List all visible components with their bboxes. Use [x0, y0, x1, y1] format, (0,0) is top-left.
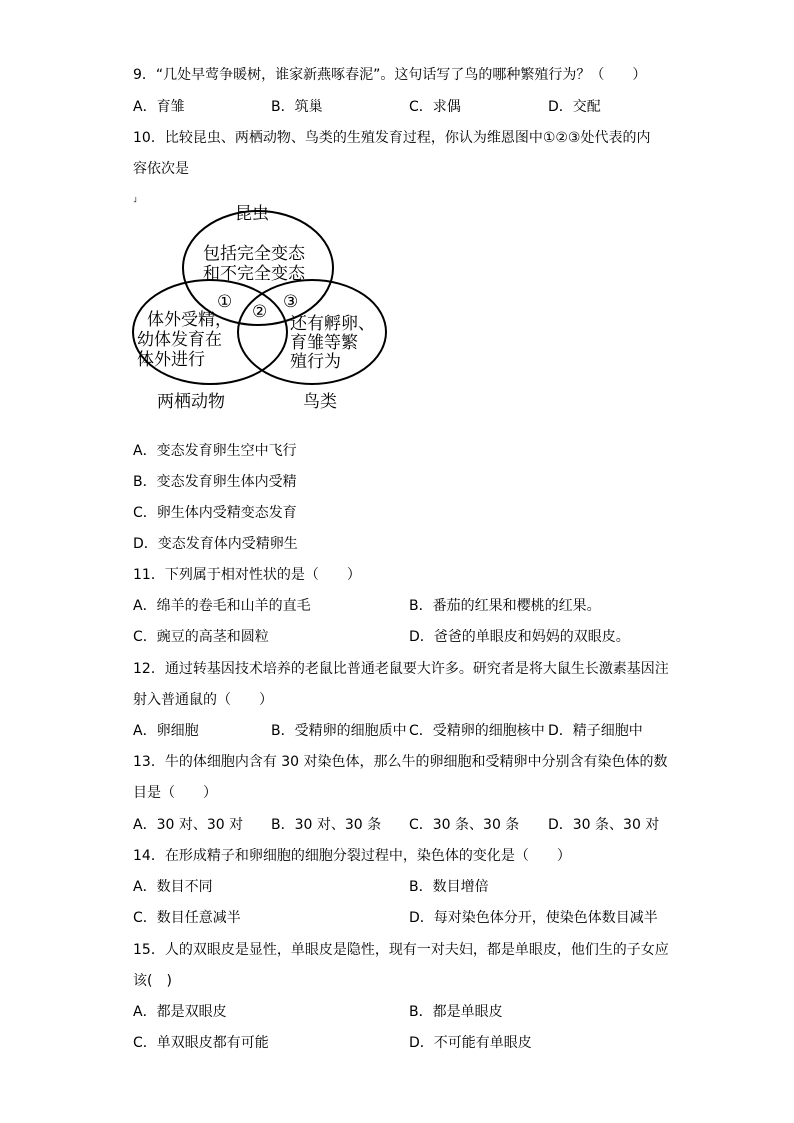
- q9-option-d: D．交配: [548, 99, 601, 115]
- q9-option-b: B．筑巢: [271, 99, 323, 115]
- q15-option-c: C．单双眼皮都有可能: [133, 1035, 269, 1051]
- q14-option-b: B．数目增倍: [409, 879, 489, 895]
- q15-stem-line2: 该( ): [133, 973, 172, 989]
- q11-stem: 11．下列属于相对性状的是（ ）: [133, 567, 361, 583]
- figure-mark: ˩: [133, 195, 137, 204]
- q15-stem-line1: 15．人的双眼皮是显性，单眼皮是隐性，现有一对夫妇，都是单眼皮，他们生的子女应: [133, 942, 669, 958]
- q13-stem-line2: 目是（ ）: [133, 785, 217, 801]
- amphibian-text-2: 幼体发育在: [137, 330, 222, 350]
- q10-stem-line1: 10．比较昆虫、两栖动物、鸟类的生殖发育过程，你认为维恩图中①②③处代表的内: [133, 130, 651, 146]
- q13-stem-line1: 13．牛的体细胞内含有 30 对染色体，那么牛的卵细胞和受精卵中分别含有染色体的数: [133, 754, 668, 770]
- q12-option-a: A．卵细胞: [133, 723, 199, 739]
- q11-option-b: B．番茄的红果和樱桃的红果。: [409, 598, 601, 614]
- q15-option-b: B．都是单眼皮: [409, 1004, 503, 1020]
- insect-text-2: 和不完全变态: [203, 264, 305, 284]
- amphibian-text-3: 体外进行: [137, 350, 205, 370]
- q12-option-b: B．受精卵的细胞质中: [271, 723, 407, 739]
- q13-option-a: A．30 对、30 对: [133, 817, 244, 833]
- q13-option-c: C．30 条、30 条: [409, 817, 520, 833]
- q9-option-c: C．求偶: [409, 99, 461, 115]
- amphibian-label: 两栖动物: [157, 392, 225, 412]
- bird-text-1: 还有孵卵、: [290, 314, 375, 334]
- q10-option-d: D．变态发育体内受精卵生: [133, 536, 298, 552]
- q14-option-d: D．每对染色体分开，使染色体数目减半: [409, 910, 658, 926]
- q9-option-a: A．育雏: [133, 99, 185, 115]
- q15-option-a: A．都是双眼皮: [133, 1004, 227, 1020]
- bird-text-2: 育雏等繁: [290, 333, 358, 353]
- q13-option-d: D．30 条、30 对: [548, 817, 660, 833]
- q14-option-a: A．数目不同: [133, 879, 213, 895]
- q11-option-c: C．豌豆的高茎和圆粒: [133, 629, 269, 645]
- q12-option-d: D．精子细胞中: [548, 723, 643, 739]
- q12-stem-line1: 12．通过转基因技术培养的老鼠比普通老鼠要大许多。研究者是将大鼠生长激素基因注: [133, 661, 669, 677]
- q10-stem-line2: 容依次是: [133, 161, 189, 177]
- insect-text-1: 包括完全变态: [203, 244, 305, 264]
- insect-label: 昆虫: [235, 204, 269, 224]
- q12-option-c: C．受精卵的细胞核中: [409, 723, 545, 739]
- q11-option-a: A．绵羊的卷毛和山羊的直毛: [133, 598, 311, 614]
- marker-3: ③: [283, 292, 299, 312]
- q12-stem-line2: 射入普通鼠的（ ）: [133, 692, 273, 708]
- q11-option-d: D．爸爸的单眼皮和妈妈的双眼皮。: [409, 629, 630, 645]
- q9-stem: 9．“几处早莺争暖树，谁家新燕啄春泥”。这句话写了鸟的哪种繁殖行为？（ ）: [133, 67, 647, 83]
- q14-stem: 14．在形成精子和卵细胞的细胞分裂过程中，染色体的变化是（ ）: [133, 848, 571, 864]
- q15-option-d: D．不可能有单眼皮: [409, 1035, 532, 1051]
- q10-option-a: A．变态发育卵生空中飞行: [133, 443, 297, 459]
- bird-text-3: 殖行为: [290, 352, 341, 372]
- q10-option-c: C．卵生体内受精变态发育: [133, 505, 297, 521]
- marker-2: ②: [252, 302, 268, 322]
- venn-diagram: [125, 195, 405, 420]
- q13-option-b: B．30 对、30 条: [271, 817, 382, 833]
- bird-label: 鸟类: [303, 392, 337, 412]
- q14-option-c: C．数目任意减半: [133, 910, 241, 926]
- amphibian-text-1: 体外受精，: [147, 310, 232, 330]
- q10-option-b: B．变态发育卵生体内受精: [133, 474, 297, 490]
- marker-1: ①: [217, 292, 233, 312]
